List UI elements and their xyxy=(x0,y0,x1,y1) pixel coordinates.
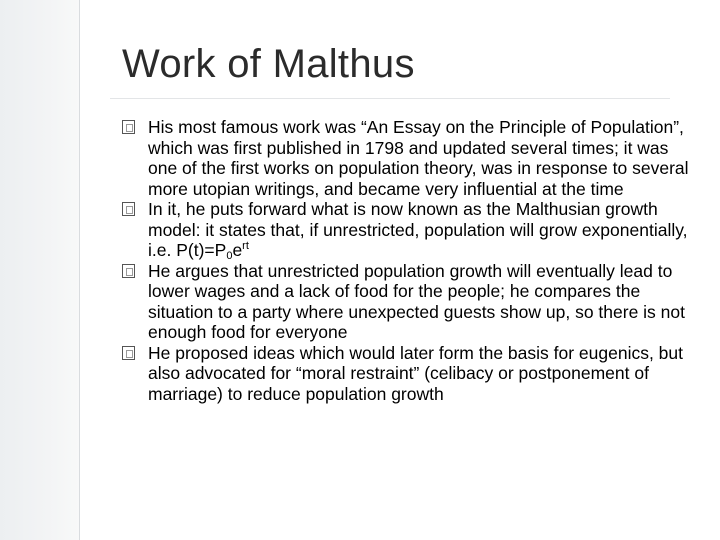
bullet-text: He proposed ideas which would later form the basis for eugenics, but also advocated for “moral restraint” (celibacy or postponement of marriage) to reduce population growth xyxy=(148,342,684,404)
equation-e: e xyxy=(232,240,243,260)
slide-title: Work of Malthus xyxy=(122,42,415,86)
bullet-box-icon xyxy=(122,202,135,216)
equation-base: P(t)=P xyxy=(176,240,227,260)
bullet-text: In it, he puts forward what is now known as the Malthusian growth model: it states that, if unrestricted, population will grow exponentially, i.e. xyxy=(148,199,688,260)
bullet-item xyxy=(122,199,698,261)
bullet-item xyxy=(122,343,698,405)
bullet-list xyxy=(122,117,698,404)
title-divider xyxy=(110,98,670,99)
bullet-box-icon xyxy=(122,346,135,360)
bullet-box-icon xyxy=(122,264,135,278)
bullet-text: He argues that unrestricted population growth will eventually lead to lower wages and a lack of food for the people; he compares the situation to a party where unexpected guests show up, so there is not enough food for everyone xyxy=(148,260,685,342)
equation-exponent: rt xyxy=(242,240,249,252)
left-decorative-band xyxy=(0,0,80,540)
left-divider xyxy=(79,0,80,540)
bullet-text: His most famous work was “An Essay on the Principle of Population”, which was first published in 1798 and updated several times; it was one of the first works on population theory, was in response to several more utopian writings, and became very influential at the time xyxy=(148,117,689,199)
equation-subscript: 0 xyxy=(226,250,233,262)
growth-equation xyxy=(176,240,249,260)
bullet-box-icon xyxy=(122,120,135,134)
bullet-item xyxy=(122,117,698,199)
bullet-item xyxy=(122,261,698,343)
